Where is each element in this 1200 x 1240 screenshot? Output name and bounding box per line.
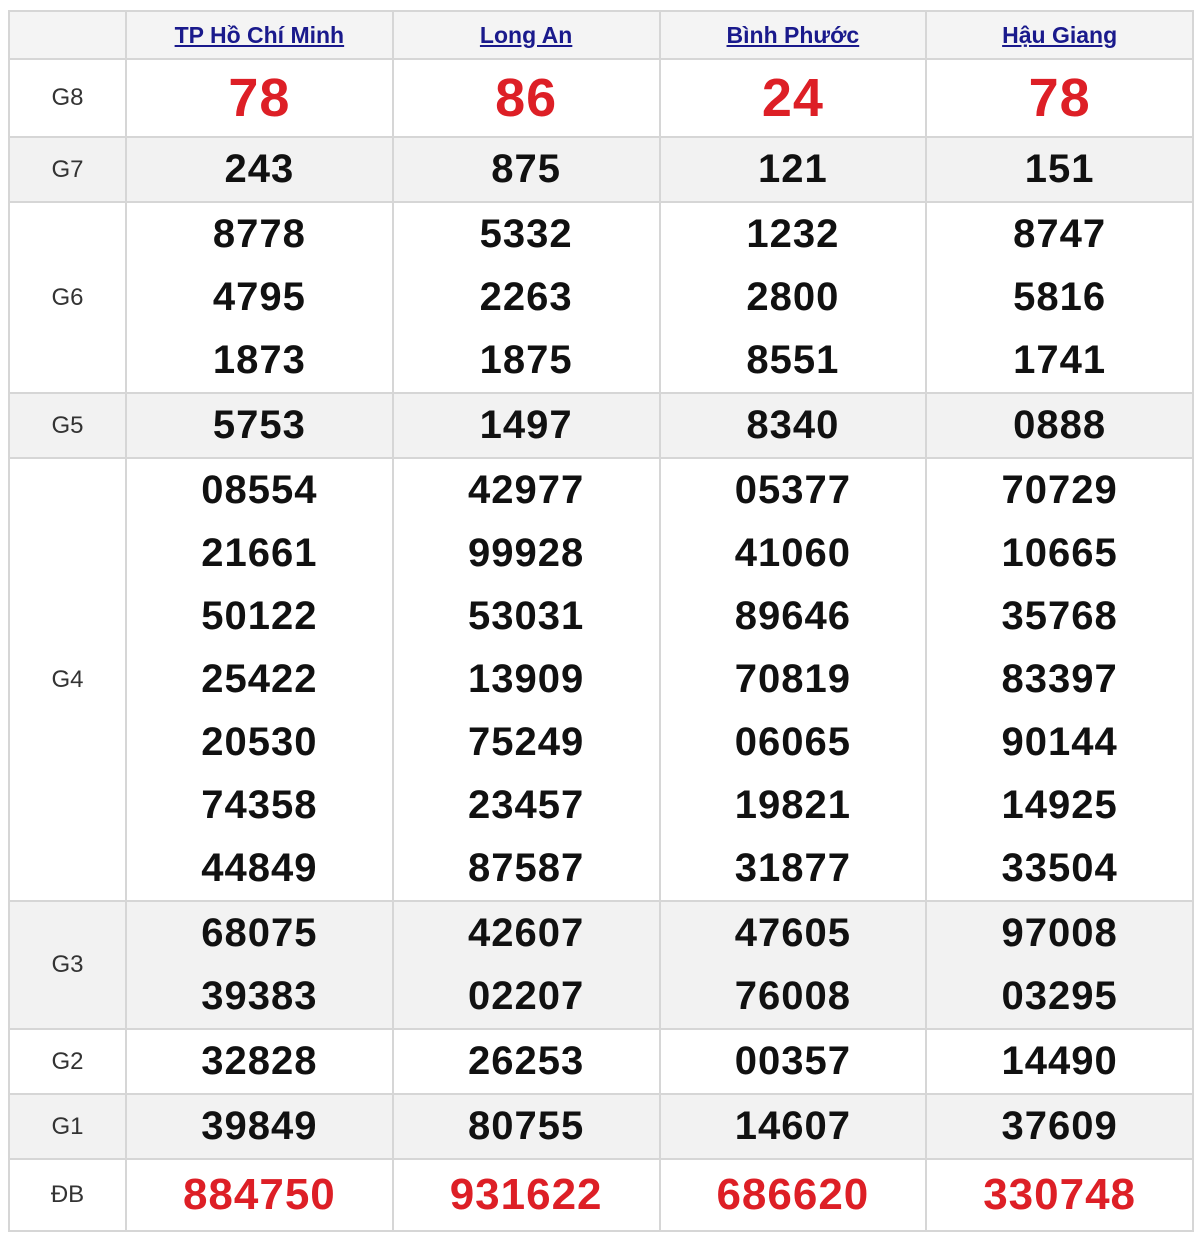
prize-label: G1 [9, 1094, 126, 1159]
result-number: 50122 [201, 594, 318, 638]
result-cell [126, 1094, 393, 1159]
result-number: 44849 [201, 846, 318, 890]
lottery-results-table [8, 10, 1194, 1232]
prize-row-g8 [9, 59, 1193, 137]
result-number: 97008 [1001, 911, 1118, 955]
prize-row-đb [9, 1159, 1193, 1231]
result-cell [393, 458, 660, 901]
result-cell [926, 1029, 1193, 1094]
result-number: 875 [491, 147, 561, 191]
result-number: 4795 [212, 275, 306, 319]
result-number: 14607 [734, 1104, 851, 1148]
prize-row-g2 [9, 1029, 1193, 1094]
province-link-long-an[interactable]: Long An [479, 21, 573, 48]
result-number: 8551 [746, 338, 840, 382]
result-number: 75249 [468, 720, 585, 764]
province-link-hau-giang[interactable]: Hậu Giang [1002, 21, 1118, 48]
table-body [9, 59, 1193, 1231]
result-number: 5332 [479, 212, 573, 256]
result-number: 31877 [734, 846, 851, 890]
result-number: 13909 [468, 657, 585, 701]
result-cell [126, 393, 393, 458]
result-cell [126, 1159, 393, 1231]
result-cell [660, 137, 927, 202]
result-number: 2800 [746, 275, 840, 319]
result-number: 70819 [734, 657, 851, 701]
result-number: 8340 [746, 403, 840, 447]
result-number: 74358 [201, 783, 318, 827]
header-corner-cell [9, 11, 126, 59]
result-number: 0888 [1013, 403, 1107, 447]
result-number: 41060 [734, 531, 851, 575]
result-number: 23457 [468, 783, 585, 827]
result-number: 19821 [734, 783, 851, 827]
result-cell [926, 137, 1193, 202]
result-number: 8747 [1013, 212, 1107, 256]
result-number: 1497 [479, 403, 573, 447]
result-number: 78 [1028, 68, 1091, 128]
prize-row-g5 [9, 393, 1193, 458]
result-cell [393, 137, 660, 202]
prize-label: G8 [9, 59, 126, 137]
result-cell [126, 458, 393, 901]
result-number: 1741 [1013, 338, 1107, 382]
table-header [9, 11, 1193, 59]
result-number: 03295 [1001, 974, 1118, 1018]
result-cell [126, 202, 393, 393]
result-number: 02207 [468, 974, 585, 1018]
result-cell [926, 1159, 1193, 1231]
result-cell [393, 1094, 660, 1159]
result-number: 121 [758, 147, 828, 191]
result-number: 76008 [734, 974, 851, 1018]
result-cell [393, 901, 660, 1029]
prize-row-g6 [9, 202, 1193, 393]
result-number: 32828 [201, 1039, 318, 1083]
result-cell [926, 1094, 1193, 1159]
result-cell [660, 202, 927, 393]
special-prize-number: 884750 [182, 1170, 336, 1219]
result-cell [393, 393, 660, 458]
result-number: 00357 [734, 1039, 851, 1083]
prize-row-g4 [9, 458, 1193, 901]
result-number: 47605 [734, 911, 851, 955]
result-number: 33504 [1001, 846, 1118, 890]
province-link-ho-chi-minh[interactable]: TP Hồ Chí Minh [174, 21, 345, 48]
result-cell [393, 202, 660, 393]
result-cell [126, 901, 393, 1029]
result-number: 87587 [468, 846, 585, 890]
result-number: 86 [495, 68, 558, 128]
special-prize-number: 330748 [983, 1170, 1137, 1219]
result-cell [393, 1159, 660, 1231]
result-number: 90144 [1001, 720, 1118, 764]
province-header [926, 11, 1193, 59]
result-cell [926, 901, 1193, 1029]
result-cell [126, 59, 393, 137]
result-number: 37609 [1001, 1104, 1118, 1148]
result-number: 53031 [468, 594, 585, 638]
result-number: 2263 [479, 275, 573, 319]
result-number: 1873 [212, 338, 306, 382]
result-number: 151 [1024, 147, 1095, 191]
result-number: 8778 [212, 212, 306, 256]
result-cell [926, 458, 1193, 901]
prize-label: G3 [9, 901, 126, 1029]
results-panel [8, 10, 1192, 1232]
result-number: 24 [761, 68, 824, 128]
result-cell [660, 1094, 927, 1159]
result-cell [126, 1029, 393, 1094]
result-cell [660, 59, 927, 137]
result-cell [926, 202, 1193, 393]
result-number: 14490 [1001, 1039, 1118, 1083]
header-row [9, 11, 1193, 59]
prize-row-g3 [9, 901, 1193, 1029]
result-number: 83397 [1001, 657, 1118, 701]
result-number: 80755 [468, 1104, 585, 1148]
result-number: 42607 [468, 911, 585, 955]
result-number: 5816 [1013, 275, 1107, 319]
prize-label: ĐB [9, 1159, 126, 1231]
result-number: 39383 [201, 974, 318, 1018]
result-cell [660, 393, 927, 458]
province-header [393, 11, 660, 59]
result-number: 35768 [1001, 594, 1118, 638]
result-cell [393, 59, 660, 137]
result-number: 21661 [201, 531, 318, 575]
result-cell [660, 1029, 927, 1094]
prize-label: G4 [9, 458, 126, 901]
result-number: 70729 [1001, 468, 1118, 512]
result-cell [126, 137, 393, 202]
province-link-binh-phuoc[interactable]: Bình Phước [726, 21, 860, 48]
result-cell [660, 458, 927, 901]
result-number: 14925 [1001, 783, 1118, 827]
result-cell [393, 1029, 660, 1094]
prize-label: G7 [9, 137, 126, 202]
result-number: 1875 [479, 338, 573, 382]
province-header [660, 11, 927, 59]
result-cell [660, 1159, 927, 1231]
result-number: 10665 [1001, 531, 1118, 575]
result-number: 99928 [468, 531, 585, 575]
result-number: 89646 [734, 594, 851, 638]
result-number: 243 [224, 147, 295, 191]
result-number: 78 [228, 68, 291, 128]
result-number: 08554 [201, 468, 318, 512]
result-number: 39849 [201, 1104, 318, 1148]
result-number: 05377 [734, 468, 851, 512]
result-number: 06065 [734, 720, 851, 764]
prize-label: G5 [9, 393, 126, 458]
result-number: 26253 [468, 1039, 585, 1083]
result-number: 20530 [201, 720, 318, 764]
special-prize-number: 686620 [716, 1170, 870, 1219]
result-number: 42977 [468, 468, 585, 512]
result-number: 1232 [746, 212, 840, 256]
result-cell [660, 901, 927, 1029]
prize-label: G2 [9, 1029, 126, 1094]
result-number: 5753 [212, 403, 306, 447]
result-cell [926, 393, 1193, 458]
prize-label: G6 [9, 202, 126, 393]
result-cell [926, 59, 1193, 137]
prize-row-g1 [9, 1094, 1193, 1159]
special-prize-number: 931622 [449, 1170, 603, 1219]
prize-row-g7 [9, 137, 1193, 202]
result-number: 68075 [201, 911, 318, 955]
province-header [126, 11, 393, 59]
result-number: 25422 [201, 657, 318, 701]
